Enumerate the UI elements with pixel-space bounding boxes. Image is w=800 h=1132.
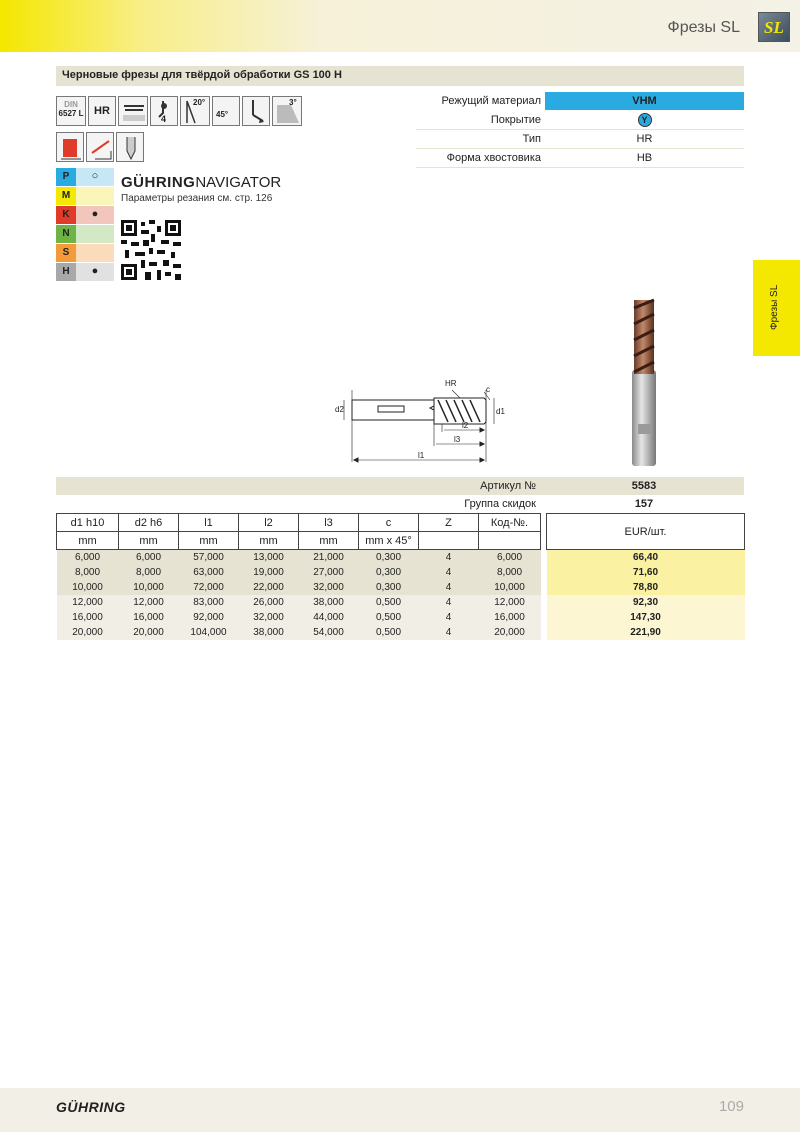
page-number: 109 <box>718 1098 744 1115</box>
side-tab-label: Фрезы SL <box>769 284 780 330</box>
table-cell: 12,000 <box>57 595 119 610</box>
article-value: 5583 <box>631 480 657 492</box>
table-cell: 32,000 <box>299 580 359 595</box>
taper-angle-icon <box>272 96 302 126</box>
guhring-logo: GÜHRING <box>56 1099 126 1115</box>
spacer <box>541 532 547 550</box>
plunge-milling-icon <box>116 132 144 162</box>
section-title: Черновые фрезы для твёрдой обработки GS 100 H <box>56 66 744 86</box>
table-cell: 6,000 <box>119 550 179 565</box>
table-cell: 12,000 <box>479 595 541 610</box>
table-cell: 57,000 <box>179 550 239 565</box>
drawing-label-c: c <box>486 385 490 394</box>
navigator-brand: GÜHRING <box>121 174 196 191</box>
table-cell: 20,000 <box>57 625 119 640</box>
price-cell: 221,90 <box>547 625 745 640</box>
table-cell: 0,500 <box>359 625 419 640</box>
material-letter: P <box>56 168 76 186</box>
cutting-params-reference: Параметры резания см. стр. 126 <box>121 193 273 204</box>
table-cell: 16,000 <box>479 610 541 625</box>
unit-header: mm x 45° <box>359 532 419 550</box>
table-cell: 13,000 <box>239 550 299 565</box>
material-suitability-mark <box>76 244 114 262</box>
table-cell: 16,000 <box>57 610 119 625</box>
side-section-tab[interactable] <box>753 260 800 356</box>
taper-angle: 3° <box>289 98 297 107</box>
table-cell: 26,000 <box>239 595 299 610</box>
footer-band <box>0 1088 800 1132</box>
property-row-type <box>416 130 744 148</box>
discount-value: 157 <box>634 498 654 510</box>
table-cell: 72,000 <box>179 580 239 595</box>
table-cell: 21,000 <box>299 550 359 565</box>
unit-header: mm <box>299 532 359 550</box>
flute-count: 4 <box>161 114 167 124</box>
table-cell: 12,000 <box>119 595 179 610</box>
drawing-label-d1: d1 <box>496 407 505 416</box>
price-cell: 78,80 <box>547 580 745 595</box>
drawing-label-l3: l3 <box>454 435 461 444</box>
drawing-label-hr: HR <box>445 379 457 388</box>
table-cell: 0,300 <box>359 550 419 565</box>
material-letter: M <box>56 187 76 205</box>
side-milling-icon <box>86 132 114 162</box>
table-cell: 32,000 <box>239 610 299 625</box>
property-label: Тип <box>522 133 541 145</box>
tool-dimension-drawing <box>334 376 524 468</box>
unit-header <box>479 532 541 550</box>
table-cell: 4 <box>419 565 479 580</box>
material-letter: K <box>56 206 76 224</box>
slot-milling-icon <box>56 132 84 162</box>
table-cell: 0,300 <box>359 565 419 580</box>
material-suitability-mark: ● <box>76 263 114 281</box>
table-row <box>57 565 745 580</box>
table-cell: 54,000 <box>299 625 359 640</box>
hr-type-icon <box>88 96 116 126</box>
property-row-material <box>416 92 744 110</box>
property-row-shank <box>416 149 744 167</box>
dimensions-price-table <box>56 513 745 640</box>
material-letter: N <box>56 225 76 243</box>
table-cell: 6,000 <box>479 550 541 565</box>
table-cell: 4 <box>419 610 479 625</box>
table-cell: 63,000 <box>179 565 239 580</box>
table-row <box>57 550 745 565</box>
table-cell: 4 <box>419 550 479 565</box>
table-cell: 22,000 <box>239 580 299 595</box>
table-cell: 0,300 <box>359 580 419 595</box>
table-cell: 16,000 <box>119 610 179 625</box>
property-label: Покрытие <box>490 114 541 126</box>
material-group-s <box>56 244 114 262</box>
roughing-profile-icon <box>118 96 148 126</box>
unit-header <box>419 532 479 550</box>
guhring-navigator-logo[interactable] <box>121 174 281 191</box>
material-letter: H <box>56 263 76 281</box>
helix-angle-icon <box>180 96 210 126</box>
drawing-label-l1: l1 <box>418 451 425 460</box>
din-standard-icon <box>56 96 86 126</box>
table-row <box>57 625 745 640</box>
column-header: c <box>359 514 419 532</box>
column-header: Z <box>419 514 479 532</box>
column-header: l2 <box>239 514 299 532</box>
table-cell: 104,000 <box>179 625 239 640</box>
qr-code-icon[interactable] <box>121 220 181 280</box>
material-suitability-mark <box>76 187 114 205</box>
din-label: DIN <box>64 100 78 109</box>
property-value: HB <box>636 152 653 164</box>
table-cell: 4 <box>419 625 479 640</box>
table-cell: 8,000 <box>479 565 541 580</box>
column-header: l1 <box>179 514 239 532</box>
property-value: VHM <box>545 92 744 110</box>
column-header: d1 h10 <box>57 514 119 532</box>
material-group-n <box>56 225 114 243</box>
table-cell: 27,000 <box>299 565 359 580</box>
column-header: l3 <box>299 514 359 532</box>
chamfer-angle: 45° <box>216 110 229 119</box>
material-letter: S <box>56 244 76 262</box>
table-cell: 10,000 <box>57 580 119 595</box>
property-value: HR <box>636 133 653 145</box>
table-cell: 92,000 <box>179 610 239 625</box>
unit-header: mm <box>239 532 299 550</box>
column-header: Код-№. <box>479 514 541 532</box>
property-label: Форма хвостовика <box>446 152 541 164</box>
material-group-p <box>56 168 114 186</box>
table-cell: 4 <box>419 580 479 595</box>
unit-header: mm <box>57 532 119 550</box>
material-suitability-mark: ○ <box>76 168 114 186</box>
price-cell: 71,60 <box>547 565 745 580</box>
table-cell: 20,000 <box>479 625 541 640</box>
material-suitability-mark: ● <box>76 206 114 224</box>
price-column-header: EUR/шт. <box>547 514 745 550</box>
table-cell: 8,000 <box>57 565 119 580</box>
coating-y-icon: Y <box>638 113 652 127</box>
drawing-label-l2: l2 <box>462 421 469 430</box>
table-cell: 19,000 <box>239 565 299 580</box>
unit-header: mm <box>119 532 179 550</box>
table-cell: 4 <box>419 595 479 610</box>
column-header: d2 h6 <box>119 514 179 532</box>
article-label: Артикул № <box>480 480 536 492</box>
property-label: Режущий материал <box>441 95 541 107</box>
discount-group-row <box>56 495 744 513</box>
table-cell: 8,000 <box>119 565 179 580</box>
table-cell: 10,000 <box>119 580 179 595</box>
unit-header: mm <box>179 532 239 550</box>
sl-logo-icon <box>758 12 790 42</box>
din-number: 6527 L <box>58 109 84 118</box>
ramping-icon <box>242 96 270 126</box>
table-cell: 44,000 <box>299 610 359 625</box>
drawing-label-d2: d2 <box>335 405 344 414</box>
table-cell: 38,000 <box>299 595 359 610</box>
navigator-suffix: NAVIGATOR <box>195 174 282 191</box>
discount-label: Группа скидок <box>464 498 536 510</box>
flute-count-icon <box>150 96 178 126</box>
table-cell: 0,500 <box>359 610 419 625</box>
helix-angle: 20° <box>193 98 206 107</box>
hr-label: HR <box>94 105 110 117</box>
table-cell: 20,000 <box>119 625 179 640</box>
table-row <box>57 595 745 610</box>
table-row <box>57 610 745 625</box>
price-cell: 66,40 <box>547 550 745 565</box>
material-group-k <box>56 206 114 224</box>
chamfer-icon <box>212 96 240 126</box>
page-category-title: Фрезы SL <box>667 19 740 36</box>
table-cell: 38,000 <box>239 625 299 640</box>
table-cell: 83,000 <box>179 595 239 610</box>
price-cell: 92,30 <box>547 595 745 610</box>
material-group-m <box>56 187 114 205</box>
table-cell: 0,500 <box>359 595 419 610</box>
material-suitability-mark <box>76 225 114 243</box>
material-group-h <box>56 263 114 281</box>
article-number-row <box>56 477 744 495</box>
table-cell: 10,000 <box>479 580 541 595</box>
coating-badge <box>545 111 744 129</box>
sl-logo-text: SL <box>764 18 784 37</box>
property-row-coating <box>416 111 744 129</box>
table-row <box>57 580 745 595</box>
table-cell: 6,000 <box>57 550 119 565</box>
end-mill-photo <box>628 296 660 470</box>
price-cell: 147,30 <box>547 610 745 625</box>
